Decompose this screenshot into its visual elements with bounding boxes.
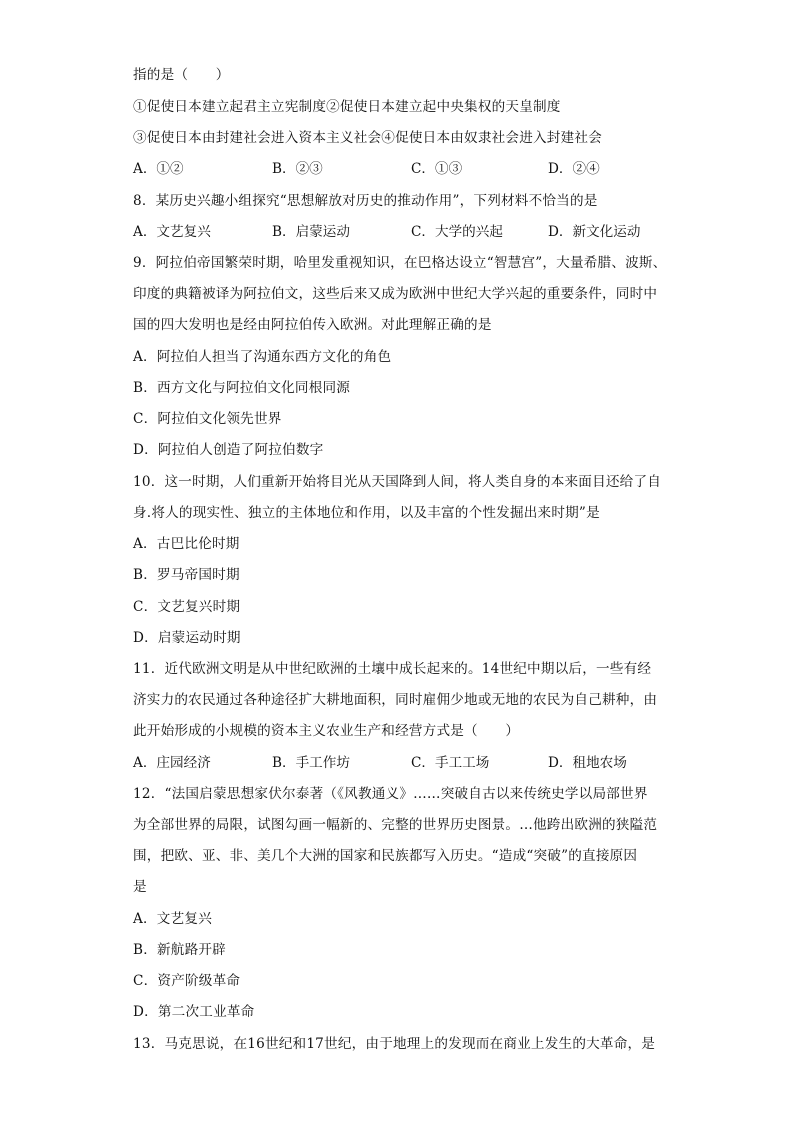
q9-stem-line-3: 国的四大发明也是经由阿拉伯传入欧洲。对此理解正确的是 [133, 317, 492, 333]
q8-option-c[interactable]: C．大学的兴起 [411, 224, 503, 240]
q11-stem-line-1: 11．近代欧洲文明是从中世纪欧洲的土壤中成长起来的。14世纪中期以后，一些有经 [133, 661, 652, 677]
q11-stem-line-2: 济实力的农民通过各种途径扩大耕地面积，同时雇佣少地或无地的农民为自己耕种，由 [133, 692, 658, 708]
q12-option-a[interactable]: A．文艺复兴 [133, 911, 212, 927]
q12-option-c[interactable]: C．资产阶级革命 [133, 973, 241, 989]
q11-option-d[interactable]: D．租地农场 [548, 755, 627, 771]
q9-stem-line-1: 9．阿拉伯帝国繁荣时期，哈里发重视知识，在巴格达设立“智慧宫”，大量希腊、波斯、 [133, 255, 667, 271]
q9-option-d[interactable]: D．阿拉伯人创造了阿拉伯数字 [133, 442, 324, 458]
q10-option-d[interactable]: D．启蒙运动时期 [133, 630, 241, 646]
q10-option-c[interactable]: C．文艺复兴时期 [133, 599, 241, 615]
q10-option-b[interactable]: B．罗马帝国时期 [133, 567, 240, 583]
q7-stem-end: 指的是（ ） [133, 67, 230, 83]
q11-option-a[interactable]: A．庄园经济 [133, 755, 211, 771]
q12-option-b[interactable]: B．新航路开辟 [133, 942, 226, 958]
q7-option-b[interactable]: B．②③ [272, 161, 323, 177]
q9-stem-line-2: 印度的典籍被译为阿拉伯文，这些后来又成为欧洲中世纪大学兴起的重要条件，同时中 [133, 286, 658, 302]
q9-option-a[interactable]: A．阿拉伯人担当了沟通东西方文化的角色 [133, 349, 392, 365]
q12-stem-line-2: 为全部世界的局限，试图勾画一幅新的、完整的世界历史图景。…他跨出欧洲的狭隘范 [133, 817, 658, 833]
q7-option-d[interactable]: D．②④ [548, 161, 600, 177]
q7-option-a[interactable]: A．①② [133, 161, 184, 177]
q10-option-a[interactable]: A．古巴比伦时期 [133, 536, 240, 552]
q12-option-d[interactable]: D．第二次工业革命 [133, 1004, 255, 1020]
q8-option-d[interactable]: D．新文化运动 [548, 224, 641, 240]
q7-statement-line-1: ①促使日本建立起君主立宪制度②促使日本建立起中央集权的天皇制度 [133, 99, 561, 115]
q9-option-b[interactable]: B．西方文化与阿拉伯文化同根同源 [133, 380, 351, 396]
q10-stem-line-2: 身.将人的现实性、独立的主体地位和作用，以及丰富的个性发掘出来时期”是 [133, 505, 600, 521]
q8-option-b[interactable]: B．启蒙运动 [272, 224, 350, 240]
q8-stem: 8．某历史兴趣小组探究“思想解放对历史的推动作用”，下列材料不恰当的是 [133, 193, 598, 209]
q10-stem-line-1: 10．这一时期，人们重新开始将目光从天国降到人间，将人类自身的本来面目还给了自 [133, 474, 662, 490]
q12-stem-line-1: 12．“法国启蒙思想家伏尔泰著（《风教通义》……突破自古以来传统史学以局部世界 [133, 786, 648, 802]
q11-stem-line-3: 此开始形成的小规模的资本主义农业生产和经营方式是（ ） [133, 723, 520, 739]
q7-statement-line-2: ③促使日本由封建社会进入资本主义社会④促使日本由奴隶社会进入封建社会 [133, 130, 602, 146]
q11-option-b[interactable]: B．手工作坊 [272, 755, 350, 771]
q12-stem-line-4: 是 [133, 879, 147, 895]
q7-option-c[interactable]: C．①③ [411, 161, 463, 177]
q13-stem-line-1: 13．马克思说，在16世纪和17世纪，由于地理上的发现而在商业上发生的大革命，是 [133, 1036, 656, 1052]
q12-stem-line-3: 围，把欧、亚、非、美几个大洲的国家和民族都写入历史。“造成“突破”的直接原因 [133, 848, 638, 864]
q8-option-a[interactable]: A．文艺复兴 [133, 224, 211, 240]
q9-option-c[interactable]: C．阿拉伯文化领先世界 [133, 411, 282, 427]
q11-option-c[interactable]: C．手工工场 [411, 755, 490, 771]
